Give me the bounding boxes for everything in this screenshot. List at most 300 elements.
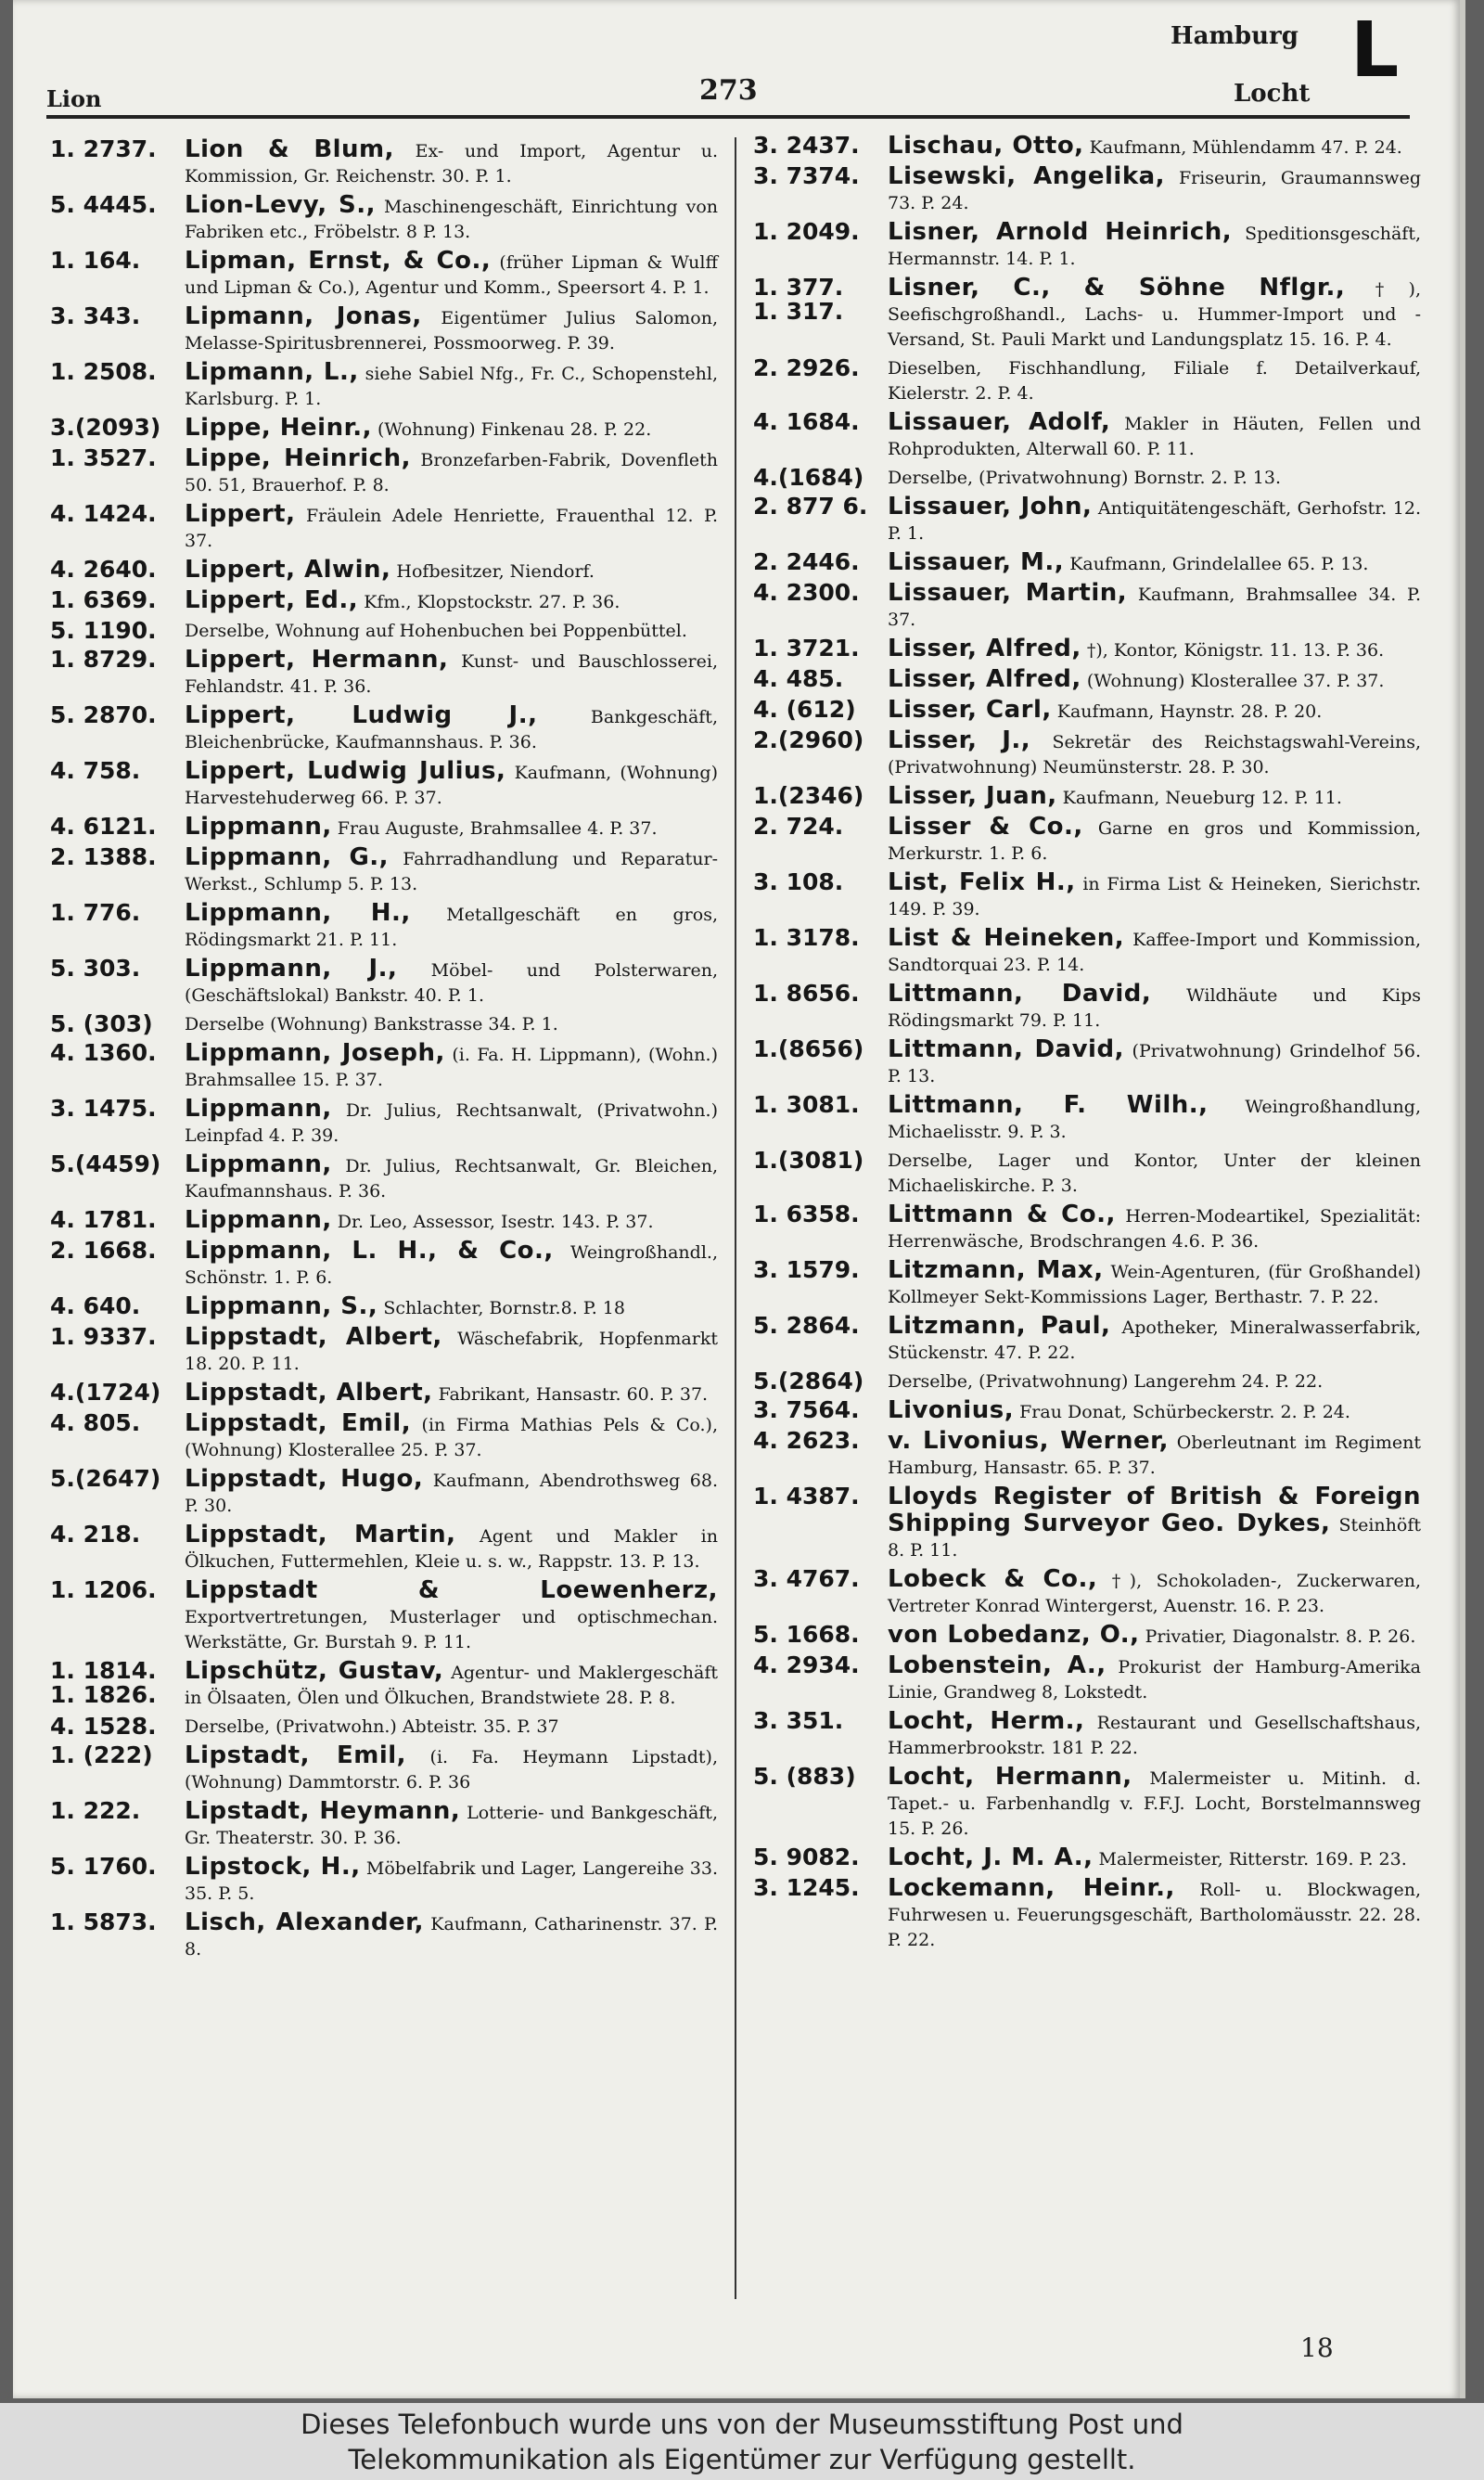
subscriber-name: Lipmann, Jonas,	[185, 302, 422, 330]
entry-text	[888, 356, 1421, 406]
subscriber-name: Lippmann, J.,	[185, 955, 398, 983]
phone-number: 4. 485.	[753, 665, 844, 692]
phone-number: 4. 1424.	[50, 500, 157, 527]
header-rule	[46, 115, 1410, 119]
entry-text	[888, 815, 1421, 867]
entry-text	[185, 558, 718, 585]
subscriber-name: Littmann, F. Wilh.,	[888, 1091, 1209, 1119]
entry-details: Agent und Makler in Ölkuchen, Futtermehlen, Kleie u. s. w., Rappstr. 13. P. 13.	[185, 1526, 718, 1572]
directory-entry	[753, 1149, 1421, 1199]
entry-text	[185, 1659, 718, 1711]
entry-text	[888, 1623, 1421, 1650]
entry-details: Kaufmann, Mühlendamm 47. P. 24.	[1089, 137, 1402, 158]
directory-entry	[50, 1294, 718, 1321]
phone-number: 2. 724.	[753, 813, 844, 840]
subscriber-name: Lippe, Heinrich,	[185, 444, 411, 472]
entry-details: Derselbe, (Privatwohnung) Langerehm 24. P. 22.	[888, 1371, 1324, 1392]
phone-number: 5. 1668.	[753, 1621, 860, 1648]
phone-number: 3. 4767.	[753, 1565, 860, 1592]
entry-details: Agentur- und Maklergeschäft in Ölsaaten, Ölen und Ölkuchen, Brandstwiete 28. P. 8.	[185, 1663, 718, 1708]
directory-entry	[753, 815, 1421, 867]
entry-text	[185, 193, 718, 245]
entry-text	[888, 926, 1421, 978]
entry-text	[888, 466, 1421, 491]
directory-entry	[50, 360, 718, 412]
directory-entry	[753, 276, 1421, 353]
directory-entry	[753, 926, 1421, 978]
phone-number: 1. 222.	[50, 1797, 141, 1824]
entry-details: Makler in Häuten, Fellen und Rohprodukten, Alterwall 60. P. 11.	[888, 414, 1422, 459]
directory-entry	[50, 1578, 718, 1655]
directory-entry	[50, 1855, 718, 1907]
entry-details: Dr. Leo, Assessor, Isestr. 143. P. 37.	[337, 1212, 654, 1232]
entry-details: (früher Lipman & Wulff und Lipman & Co.), Agentur und Komm., Speersort 4. P. 1.	[185, 252, 718, 298]
directory-entry	[753, 1398, 1421, 1425]
phone-number: 1. 4387.	[753, 1483, 860, 1510]
directory-entry	[50, 1715, 718, 1740]
phone-number: 4.(1684)	[753, 464, 864, 491]
section-letter: L	[1350, 6, 1400, 95]
entry-text	[185, 1411, 718, 1463]
subscriber-name: Lippert, Alwin,	[185, 556, 391, 584]
phone-number: 2. 2926.	[753, 354, 860, 381]
entry-details: Malermeister, Ritterstr. 169. P. 23.	[1098, 1849, 1407, 1870]
subscriber-name: Lipstadt, Emil,	[185, 1741, 407, 1769]
phone-number: 1. 1206.	[50, 1576, 157, 1603]
subscriber-name: Littmann, David,	[888, 980, 1152, 1008]
directory-entry	[50, 957, 718, 1009]
directory-entry	[50, 1659, 718, 1711]
directory-entry	[753, 1484, 1421, 1563]
entry-text	[888, 636, 1421, 663]
entry-details: Kunst- und Bauschlosserei, Fehlandstr. 41. P. 36.	[185, 651, 718, 697]
phone-number: 1. 8656.	[753, 980, 860, 1007]
entry-text	[185, 1715, 718, 1740]
entry-details: Lotterie- und Bankgeschäft, Gr. Theaterstr. 30. P. 36.	[185, 1803, 718, 1848]
entry-details: Malermeister u. Mitinh. d. Tapet.- u. Farbenhandlg v. F.F.J. Locht, Borstelmannsweg 15. P. 26.	[888, 1768, 1421, 1839]
subscriber-name: Lisser, Carl,	[888, 696, 1052, 724]
entry-details: Oberleutnant im Regiment Hamburg, Hansastr. 65. P. 37.	[888, 1433, 1421, 1478]
subscriber-name: Littmann & Co.,	[888, 1201, 1116, 1228]
directory-entry	[50, 1325, 718, 1377]
directory-entry	[50, 1523, 718, 1574]
city-heading: Hamburg	[1171, 22, 1298, 50]
subscriber-name: Lippmann, Joseph,	[185, 1039, 445, 1067]
directory-entry	[753, 870, 1421, 922]
entry-text	[185, 619, 718, 644]
entry-details: †), Seefischgroßhandl., Lachs- u. Hummer-Import und -Versand, St. Pauli Markt und Landungsplatz 15. 16. P. 4.	[888, 279, 1421, 350]
subscriber-name: Locht, Hermann,	[888, 1763, 1132, 1791]
directory-entry	[753, 1037, 1421, 1089]
entry-details: (Privatwohnung) Grindelhof 56. P. 13.	[888, 1041, 1421, 1086]
phone-number: 3. 1579.	[753, 1256, 860, 1283]
directory-entry	[50, 648, 718, 700]
subscriber-name: Litzmann, Max,	[888, 1256, 1104, 1284]
entry-details: Roll- u. Blockwagen, Fuhrwesen u. Feuerungsgeschäft, Bartholomäusstr. 22. 28. P. 22.	[888, 1880, 1421, 1950]
entry-details: Derselbe, (Privatwohn.) Abteistr. 35. P. 37	[185, 1716, 559, 1737]
entry-text	[888, 698, 1421, 725]
phone-number: 1.(2346)	[753, 782, 864, 809]
column-divider	[735, 137, 736, 2299]
entry-text	[185, 845, 718, 897]
subscriber-name: Lippstadt & Loewenherz,	[185, 1576, 718, 1604]
entry-text	[185, 1578, 718, 1655]
subscriber-name: Lippstadt, Emil,	[185, 1409, 412, 1437]
subscriber-name: Lockemann, Heinr.,	[888, 1874, 1175, 1902]
directory-entry	[50, 1208, 718, 1235]
footer-line-1: Dieses Telefonbuch wurde uns von der Museumsstiftung Post und	[301, 2409, 1183, 2440]
directory-entry	[753, 1623, 1421, 1650]
entry-text	[185, 648, 718, 700]
directory-entry	[50, 558, 718, 585]
phone-number: 5.(2647)	[50, 1465, 161, 1492]
subscriber-name: Locht, Herm.,	[888, 1707, 1085, 1735]
directory-entry	[50, 304, 718, 356]
phone-number: 5. 1190.	[50, 617, 157, 644]
directory-entry	[50, 1097, 718, 1149]
entry-details: Weingroßhandlung, Michaelisstr. 9. P. 3.	[888, 1097, 1421, 1142]
subscriber-name: Lipstadt, Heymann,	[185, 1797, 461, 1825]
phone-number: 4. 1528.	[50, 1713, 157, 1740]
subscriber-name: Lissauer, M.,	[888, 548, 1065, 576]
entry-details: Bankgeschäft, Bleichenbrücke, Kaufmannshaus. P. 36.	[185, 707, 718, 752]
directory-entry	[753, 134, 1421, 161]
subscriber-name: List, Felix H.,	[888, 868, 1076, 896]
subscriber-name: Lippert,	[185, 500, 296, 528]
directory-page	[13, 0, 1465, 2398]
subscriber-name: Lisch, Alexander,	[185, 1908, 425, 1936]
subscriber-name: Lipman, Ernst, & Co.,	[185, 247, 492, 275]
subscriber-name: v. Livonius, Werner,	[888, 1427, 1170, 1455]
directory-entry	[753, 581, 1421, 633]
phone-number: 1. 3178.	[753, 924, 860, 951]
subscriber-name: Lippstadt, Albert,	[185, 1379, 433, 1407]
entry-details: (i. Fa. H. Lippmann), (Wohn.) Brahmsallee 15. P. 37.	[185, 1045, 718, 1090]
phone-number: 3. 108.	[753, 868, 844, 895]
phone-number: 1. 2508.	[50, 358, 157, 385]
entry-details: Herren-Modeartikel, Spezialität: Herrenwäsche, Brodschrangen 4.6. P. 36.	[888, 1206, 1421, 1252]
entry-text	[185, 1523, 718, 1574]
entry-text	[888, 1653, 1421, 1705]
entry-details: Kaufmann, Neueburg 12. P. 11.	[1062, 788, 1342, 808]
entry-text	[185, 1325, 718, 1377]
directory-entry	[753, 466, 1421, 491]
phone-number: 4. 2300.	[753, 579, 860, 606]
entry-details: Fabrikant, Hansastr. 60. P. 37.	[438, 1384, 709, 1405]
directory-entry	[753, 698, 1421, 725]
subscriber-name: Lippstadt, Hugo,	[185, 1465, 424, 1493]
subscriber-name: Lissauer, John,	[888, 493, 1093, 520]
directory-entry	[50, 137, 718, 189]
entry-details: (i. Fa. Heymann Lipstadt), (Wohnung) Dammtorstr. 6. P. 36	[185, 1747, 719, 1793]
entry-text	[185, 1799, 718, 1851]
directory-entry	[753, 1369, 1421, 1394]
directory-entry	[50, 619, 718, 644]
subscriber-name: Lisner, C., & Söhne Nflgr.,	[888, 274, 1346, 302]
subscriber-name: Lippstadt, Martin,	[185, 1521, 456, 1548]
entry-text	[888, 134, 1421, 161]
entry-text	[185, 1855, 718, 1907]
entry-text	[888, 495, 1421, 546]
directory-entry	[50, 1411, 718, 1463]
entry-details: (Wohnung) Finkenau 28. P. 22.	[377, 419, 652, 440]
directory-entry	[50, 901, 718, 953]
subscriber-name: Lion-Levy, S.,	[185, 191, 377, 219]
phone-number: 5. 4445.	[50, 191, 157, 218]
phone-number: 3. 1475.	[50, 1095, 157, 1122]
entry-text	[185, 446, 718, 498]
directory-entry	[50, 845, 718, 897]
phone-number: 4. 2934.	[753, 1651, 860, 1678]
entry-text	[888, 581, 1421, 633]
entry-text	[185, 502, 718, 554]
entry-details: Wein-Agenturen, (für Großhandel) Kollmeyer Sekt-Kommissions Lager, Berthastr. 7. P. 22.	[888, 1262, 1421, 1307]
phone-number: 2.(2960)	[753, 726, 864, 753]
phone-number: 1. 3721.	[753, 635, 860, 662]
entry-details: Wäschefabrik, Hopfenmarkt 18. 20. P. 11.	[185, 1329, 718, 1374]
phone-number: 3. 343.	[50, 302, 141, 329]
entry-text	[185, 137, 718, 189]
left-column	[50, 130, 718, 1962]
entry-details: Kaufmann, Haynstr. 28. P. 20.	[1056, 701, 1323, 722]
entry-text	[888, 1314, 1421, 1366]
directory-entry	[50, 416, 718, 443]
entry-text	[185, 957, 718, 1009]
directory-entry	[753, 667, 1421, 694]
phone-number: 1. 1814. 1. 1826.	[50, 1657, 157, 1708]
directory-entry	[753, 220, 1421, 272]
directory-entry	[753, 550, 1421, 577]
right-column	[753, 130, 1421, 1953]
phone-number: 5. 2870.	[50, 701, 157, 728]
phone-number: 1. 6358.	[753, 1201, 860, 1227]
phone-number: 4. 1781.	[50, 1206, 157, 1233]
phone-number: 5. 1760.	[50, 1853, 157, 1880]
entry-details: Kfm., Klopstockstr. 27. P. 36.	[364, 592, 620, 612]
phone-number: 5. (303)	[50, 1010, 153, 1037]
subscriber-name: Lippert, Ed.,	[185, 586, 359, 614]
subscriber-name: Livonius,	[888, 1396, 1015, 1424]
entry-text	[888, 1398, 1421, 1425]
phone-number: 5. (883)	[753, 1763, 856, 1790]
entry-text	[888, 728, 1421, 780]
entry-details: Maschinengeschäft, Einrichtung von Fabriken etc., Fröbelstr. 8 P. 13.	[185, 197, 718, 242]
entry-text	[185, 1381, 718, 1407]
entry-text	[888, 550, 1421, 577]
subscriber-name: Lion & Blum,	[185, 135, 395, 163]
entry-text	[888, 1258, 1421, 1310]
directory-entry	[753, 636, 1421, 663]
entry-details: Fahrradhandlung und Reparatur-Werkst., Schlump 5. P. 13.	[185, 849, 718, 894]
subscriber-name: Littmann, David,	[888, 1035, 1124, 1063]
entry-details: Wildhäute und Kips Rödingsmarkt 79. P. 11.	[888, 985, 1421, 1031]
subscriber-name: Lippmann,	[185, 1095, 332, 1123]
subscriber-name: Lippert, Ludwig J.,	[185, 701, 538, 729]
entry-details: Antiquitätengeschäft, Gerhofstr. 12. P. 1.	[888, 498, 1421, 544]
subscriber-name: Lippmann,	[185, 1206, 332, 1234]
entry-details: Derselbe, (Privatwohnung) Bornstr. 2. P. 13.	[888, 468, 1282, 488]
entry-text	[888, 1429, 1421, 1481]
entry-details: Dr. Julius, Rechtsanwalt, Gr. Bleichen, Kaufmannshaus. P. 36.	[185, 1156, 718, 1201]
entry-details: Möbel- und Polsterwaren, (Geschäftslokal) Bankstr. 40. P. 1.	[185, 960, 719, 1006]
entry-details: Prokurist der Hamburg-Amerika Linie, Grandweg 8, Lokstedt.	[888, 1657, 1421, 1703]
entry-text	[888, 1369, 1421, 1394]
entry-text	[185, 249, 718, 301]
subscriber-name: Lipstock, H.,	[185, 1853, 361, 1881]
entry-text	[185, 901, 718, 953]
phone-number: 2. 877 6.	[753, 493, 868, 520]
entry-details: (Wohnung) Klosterallee 37. P. 37.	[1086, 671, 1385, 691]
entry-text	[888, 1765, 1421, 1842]
entry-details: Steinhöft 8. P. 11.	[888, 1515, 1422, 1561]
phone-number: 3. 351.	[753, 1707, 844, 1734]
subscriber-name: Lipschütz, Gustav,	[185, 1657, 444, 1685]
subscriber-name: Lissauer, Martin,	[888, 579, 1128, 607]
entry-text	[888, 410, 1421, 462]
subscriber-name: Lisewski, Angelika,	[888, 162, 1166, 190]
directory-entry	[753, 356, 1421, 406]
phone-number: 1. 9337.	[50, 1323, 157, 1350]
entry-details: Kaufmann, Grindelallee 65. P. 13.	[1069, 554, 1369, 574]
entry-text	[888, 1037, 1421, 1089]
entry-details: Hofbesitzer, Niendorf.	[396, 561, 595, 582]
entry-text	[888, 982, 1421, 1034]
phone-number: 3.(2093)	[50, 414, 161, 441]
phone-number: 4. 1360.	[50, 1039, 157, 1066]
subscriber-name: Lisser & Co.,	[888, 813, 1083, 841]
phone-number: 1. 2737.	[50, 135, 157, 162]
subscriber-name: Lippstadt, Albert,	[185, 1323, 442, 1351]
phone-number: 1. 5873.	[50, 1908, 157, 1935]
phone-number: 4. (612)	[753, 696, 856, 723]
subscriber-name: Litzmann, Paul,	[888, 1312, 1111, 1340]
directory-entry	[50, 1012, 718, 1037]
entry-text	[185, 1294, 718, 1321]
directory-entry	[50, 1799, 718, 1851]
phone-number: 5. 2864.	[753, 1312, 860, 1339]
entry-text	[888, 667, 1421, 694]
entry-details: Dr. Julius, Rechtsanwalt, (Privatwohn.) Leinpfad 4. P. 39.	[185, 1100, 718, 1146]
entry-text	[185, 759, 718, 811]
entry-details: Speditionsgeschäft, Hermannstr. 14. P. 1.	[888, 224, 1421, 269]
subscriber-name: Lisser, Juan,	[888, 782, 1057, 810]
phone-number: 1. 3081.	[753, 1091, 860, 1118]
entry-text	[888, 1876, 1421, 1953]
directory-entry	[753, 784, 1421, 811]
entry-details: Derselbe, Wohnung auf Hohenbuchen bei Poppenbüttel.	[185, 621, 687, 641]
entry-details: Derselbe, Lager und Kontor, Unter der kleinen Michaeliskirche. P. 3.	[888, 1150, 1421, 1196]
directory-entry	[50, 1041, 718, 1093]
phone-number: 1. 776.	[50, 899, 141, 926]
directory-entry	[50, 588, 718, 615]
entry-text	[185, 416, 718, 443]
directory-entry	[753, 728, 1421, 780]
entry-text	[888, 164, 1421, 216]
directory-entry	[753, 410, 1421, 462]
entry-details: Kaffee-Import und Kommission, Sandtorquai 23. P. 14.	[888, 930, 1421, 975]
entry-details: Schlachter, Bornstr.8. P. 18	[383, 1298, 625, 1318]
directory-entry	[753, 1314, 1421, 1366]
footer-banner	[0, 2403, 1484, 2480]
entry-details: Kaufmann, (Wohnung) Harvestehuderweg 66. P. 37.	[185, 763, 718, 808]
entry-text	[185, 304, 718, 356]
directory-entry	[50, 1239, 718, 1291]
entry-details: Exportvertretungen, Musterlager und optischmechan. Werkstätte, Gr. Burstah 9. P. 11.	[185, 1607, 718, 1652]
phone-number: 4. 218.	[50, 1521, 141, 1548]
running-head-left: Lion	[46, 85, 102, 112]
entry-details: Kaufmann, Catharinenstr. 37. P. 8.	[185, 1914, 718, 1960]
subscriber-name: Lipmann, L.,	[185, 358, 359, 386]
phone-number: 2. 2446.	[753, 548, 860, 575]
phone-number: 1. (222)	[50, 1741, 153, 1768]
directory-entry	[753, 1258, 1421, 1310]
running-head-right: Locht	[1234, 80, 1311, 108]
directory-entry	[753, 495, 1421, 546]
entry-details: Möbelfabrik und Lager, Langereihe 33. 35. P. 5.	[185, 1858, 718, 1904]
entry-details: Garne en gros und Kommission, Merkurstr. 1. P. 6.	[888, 818, 1421, 864]
footer-line-2: Telekommunikation als Eigentümer zur Verfügung gestellt.	[348, 2444, 1136, 2475]
directory-entry	[50, 815, 718, 842]
directory-entry	[753, 1202, 1421, 1254]
entry-details: Metallgeschäft en gros, Rödingsmarkt 21. P. 11.	[185, 905, 718, 950]
entry-details: Derselbe (Wohnung) Bankstrasse 34. P. 1.	[185, 1014, 558, 1034]
subscriber-name: Lippmann, S.,	[185, 1292, 378, 1320]
entry-text	[185, 360, 718, 412]
phone-number: 3. 7564.	[753, 1396, 860, 1423]
phone-number: 1. 164.	[50, 247, 141, 274]
entry-text	[185, 1239, 718, 1291]
phone-number: 4. 6121.	[50, 813, 157, 840]
entry-text	[185, 1152, 718, 1204]
phone-number: 1. 8729.	[50, 646, 157, 673]
phone-number: 4. 758.	[50, 757, 141, 784]
directory-entry	[50, 1467, 718, 1519]
directory-entry	[50, 759, 718, 811]
phone-number: 2. 1668.	[50, 1237, 157, 1264]
phone-number: 5. 9082.	[753, 1844, 860, 1870]
directory-entry	[50, 249, 718, 301]
entry-text	[185, 815, 718, 842]
subscriber-name: Locht, J. M. A.,	[888, 1844, 1094, 1871]
phone-number: 3. 7374.	[753, 162, 860, 189]
phone-number: 1.(8656)	[753, 1035, 864, 1062]
entry-text	[185, 1910, 718, 1962]
entry-details: Frau Donat, Schürbeckerstr. 2. P. 24.	[1019, 1402, 1350, 1422]
directory-entry	[50, 1743, 718, 1795]
entry-text	[888, 1845, 1421, 1872]
entry-details: Restaurant und Gesellschaftshaus, Hammerbrookstr. 181 P. 22.	[888, 1713, 1421, 1758]
subscriber-name: Lippmann, H.,	[185, 899, 411, 927]
directory-entry	[753, 164, 1421, 216]
subscriber-name: List & Heineken,	[888, 924, 1125, 952]
entry-details: Fräulein Adele Henriette, Frauenthal 12. P. 37.	[185, 506, 718, 551]
directory-entry	[753, 982, 1421, 1034]
subscriber-name: Lippert, Hermann,	[185, 646, 449, 674]
entry-details: Ex- und Import, Agentur u. Kommission, Gr. Reichenstr. 30. P. 1.	[185, 141, 718, 186]
entry-details: in Firma List & Heineken, Sierichstr. 149. P. 39.	[888, 874, 1421, 919]
entry-details: Eigentümer Julius Salomon, Melasse-Spiritusbrennerei, Possmoorweg. P. 39.	[185, 308, 719, 353]
phone-number: 4. 2623.	[753, 1427, 860, 1454]
entry-details: Bronzefarben-Fabrik, Dovenfleth 50. 51, Brauerhof. P. 8.	[185, 450, 718, 495]
phone-number: 5.(4459)	[50, 1150, 161, 1177]
directory-entry	[753, 1709, 1421, 1761]
directory-entry	[753, 1567, 1421, 1619]
directory-entry	[50, 502, 718, 554]
entry-text	[888, 220, 1421, 272]
phone-number: 1. 2049.	[753, 218, 860, 245]
subscriber-name: von Lobedanz, O.,	[888, 1621, 1140, 1649]
directory-entry	[50, 193, 718, 245]
